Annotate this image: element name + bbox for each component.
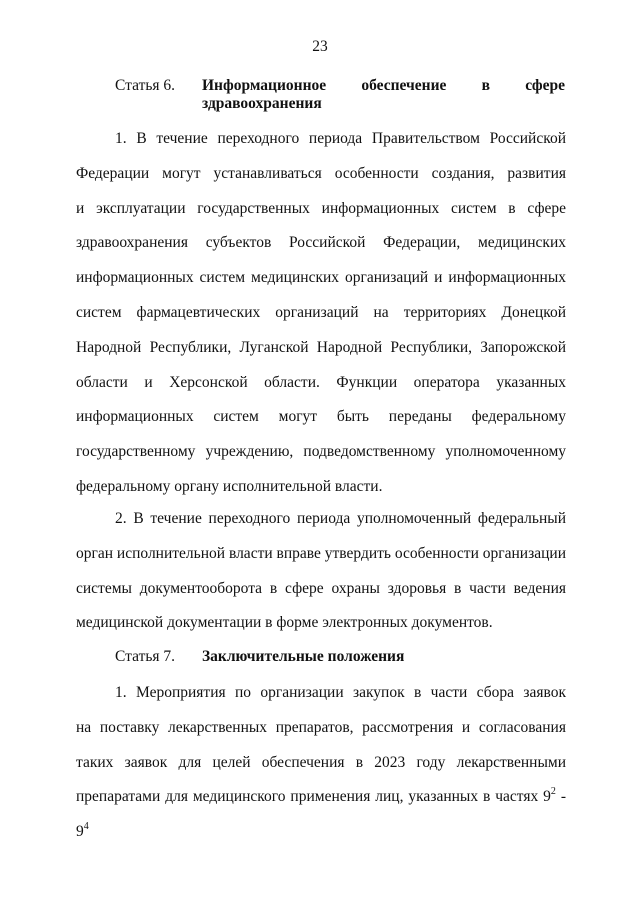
text-line: орган исполнительной власти вправе утвердить особенности организации	[76, 544, 566, 562]
text-line: 2. В течение переходного периода уполномоченный федеральный	[115, 510, 566, 527]
text-line: системы документооборота в сфере охраны здоровья в части ведения	[76, 579, 566, 597]
article-7-heading	[115, 648, 565, 668]
text-line: систем фармацевтических организаций на территориях Донецкой	[76, 303, 566, 321]
article-6-heading	[115, 77, 565, 115]
text-line-with-superscripts	[76, 780, 566, 850]
text-line: медицинской документации в форме электронных документов.	[76, 614, 493, 632]
article-6-title-line2: здравоохранения	[202, 95, 322, 112]
page-number: 23	[312, 38, 328, 55]
text-line: информационных систем могут быть переданы федеральному	[76, 408, 566, 426]
article-7-paragraph-1	[76, 676, 566, 850]
text-line: здравоохранения субъектов Российской Федерации, медицинских	[76, 234, 566, 252]
superscript: 2	[550, 786, 556, 798]
text-line: федеральному органу исполнительной власти.	[76, 477, 383, 495]
article-7-number: Статья 7.	[115, 648, 176, 665]
text-line: 1. В течение переходного периода Правительством Российской	[115, 130, 566, 147]
article-7-title: Заключительные положения	[202, 648, 405, 665]
text-line: информационных систем медицинских организаций и информационных	[76, 269, 566, 287]
text-line: Народной Республики, Луганской Народной Республики, Запорожской	[76, 338, 566, 356]
dash-text: - 9	[76, 788, 566, 841]
text-line: препаратами для медицинского применения лиц, указанных в частях 9	[76, 788, 551, 806]
text-line: государственному учреждению, подведомственному уполномоченному	[76, 443, 566, 461]
article-6-number: Статья 6.	[115, 77, 176, 94]
text-line: Федерации могут устанавливаться особенности создания, развития	[76, 164, 566, 182]
article-6-title	[202, 77, 565, 113]
article-6-paragraph-1	[76, 122, 566, 505]
superscript: 4	[83, 821, 89, 833]
text-line: области и Херсонской области. Функции оператора указанных	[76, 373, 566, 391]
text-line: на поставку лекарственных препаратов, рассмотрения и согласования	[76, 718, 566, 736]
article-6-title-line1: Информационное обеспечение в сфере	[202, 77, 565, 94]
text-line: 1. Мероприятия по организации закупок в части сбора заявок	[115, 684, 566, 701]
text-line: таких заявок для целей обеспечения в 2023 году лекарственными	[76, 753, 566, 771]
article-6-paragraph-2	[76, 502, 566, 641]
text-line: и эксплуатации государственных информационных систем в сфере	[76, 199, 566, 217]
